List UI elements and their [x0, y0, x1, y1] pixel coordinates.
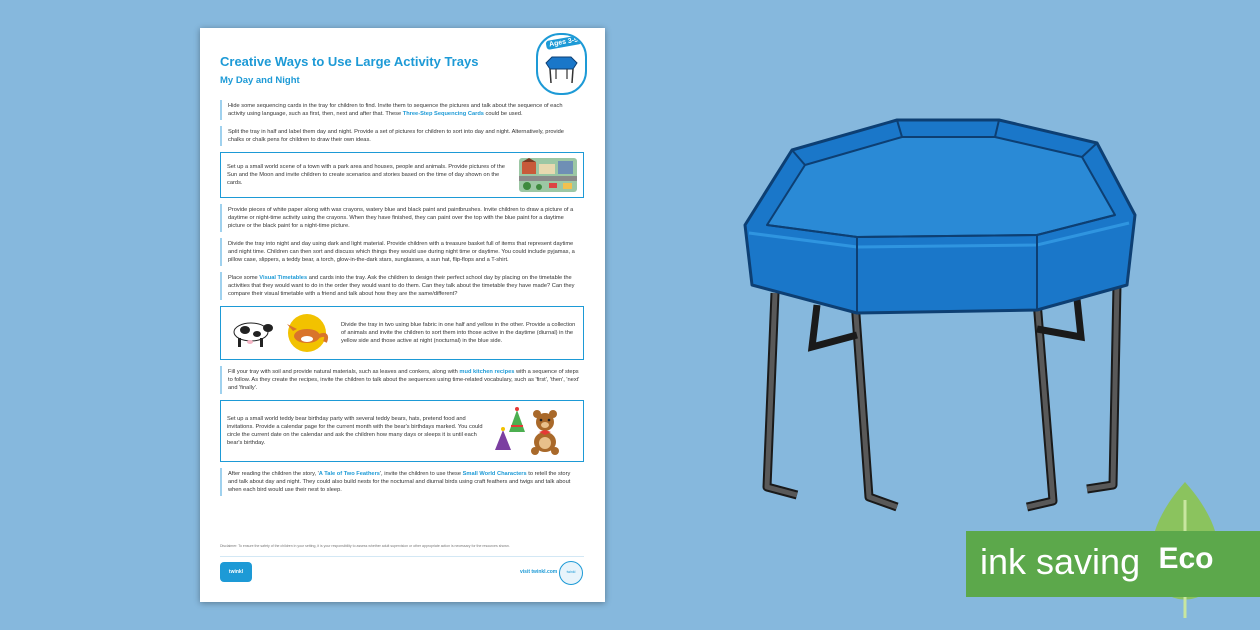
activity-list: [220, 100, 584, 502]
activity-item: Set up a small world scene of a town with a park area and houses, people and animals. Provide pictures of the Sun and the Moon and invite children to create scenarios and stories based on the time of day shown on the cards.: [220, 152, 584, 198]
party-hat-and-teddy-image: [489, 406, 577, 456]
link-mud-kitchen-recipes[interactable]: mud kitchen recipes: [459, 369, 515, 375]
cow-and-fox-image: [227, 312, 335, 354]
link-a-tale-of-two-feathers[interactable]: A Tale of Two Feathers: [318, 471, 380, 477]
activity-item: Divide the tray in two using blue fabric in one half and yellow in the other. Provide a collection of animals and invite the children to sort them into those active in the daytime (diurnal) in the yellow side and those active at night (nocturnal) in the blue side.: [220, 306, 584, 360]
footer-url[interactable]: visit twinkl.com: [520, 569, 558, 575]
age-badge: [536, 33, 587, 95]
twinkl-logo: twinkl: [220, 562, 252, 582]
tray-icon: [538, 35, 585, 93]
activity-item: Split the tray in half and label them day and night. Provide a set of pictures for children to sort into day and night. Alternatively, provide chalks or chalk pens for children to draw their own ideas.: [220, 126, 584, 146]
age-badge-label: Ages 3-5: [545, 35, 581, 50]
small-world-town-image: [519, 158, 577, 192]
ink-saving-text: ink saving: [980, 541, 1141, 582]
link-three-step-sequencing-cards[interactable]: Three-Step Sequencing Cards: [402, 111, 484, 117]
document-subtitle: My Day and Night: [220, 75, 300, 86]
activity-item: Hide some sequencing cards in the tray for children to find. Invite them to sequence the pictures and talk about the sequence of each activity using language, such as first, then, next and after that. These Three-Step Sequencing Cards could be used.: [220, 100, 584, 120]
eco-badge: Eco: [1158, 542, 1214, 575]
footer-divider: [220, 556, 584, 557]
activity-item: After reading the children the story, 'A Tale of Two Feathers', invite the children to use these Small World Characters to retell the story and talk about day and night. They could also build nests for the nocturnal and diurnal birds using craft feathers and twigs and talk about when each bird would use their nest to sleep.: [220, 468, 584, 496]
document-page: [200, 28, 605, 602]
document-title: Creative Ways to Use Large Activity Trays: [220, 54, 479, 69]
activity-item: Fill your tray with soil and provide natural materials, such as leaves and conkers, along with mud kitchen recipes with a sequence of steps to follow. As they create the recipes, invite the children to talk about the sequences using time-related vocabulary, such as 'first', 'then', 'next' and 'finally'.: [220, 366, 584, 394]
activity-item: Divide the tray into night and day using dark and light material. Provide children with a treasure basket full of items that represent daytime and night time. Children can then sort and discuss which things they would use during night time or daytime. You could include pyjamas, a pillow case, slippers, a teddy bear, a torch, glow-in-the-dark stars, sunglasses, a sun hat, flip-flops and a T-shirt.: [220, 238, 584, 266]
disclaimer: Disclaimer: To ensure the safety of the children in your setting, it is your responsibility to assess whether adult supervision or other appropriate action is necessary for the resources shown.: [220, 544, 510, 548]
activity-tray-illustration: [737, 115, 1137, 515]
activity-item: Provide pieces of white paper along with wax crayons, watery blue and black paint and paintbrushes. Invite children to draw a picture of a daytime or night-time activity using the crayons. When they have finished, they can paint over the top with the blue paint for a daytime picture or the black paint for a night-time picture.: [220, 204, 584, 232]
footer-badge: twinkl: [559, 561, 583, 585]
activity-item: Set up a small world teddy bear birthday party with several teddy bears, hats, pretend food and invitations. Provide a calendar page for the current month with the bear's birthdays marked. You could circle the current date on the calendar and ask the children how many days or sleeps it is until each bear's birthday.: [220, 400, 584, 462]
ink-saving-banner: [966, 531, 1260, 597]
link-small-world-characters[interactable]: Small World Characters: [462, 471, 527, 477]
link-visual-timetables[interactable]: Visual Timetables: [259, 275, 308, 281]
activity-item: Place some Visual Timetables and cards into the tray. Ask the children to design their perfect school day by placing on the timetable the activities that they would want to do in the order they would want to do them. Can they talk about the timetable they have made? Can they compare their visual timetable with a friend and talk about how they are the same/different?: [220, 272, 584, 300]
